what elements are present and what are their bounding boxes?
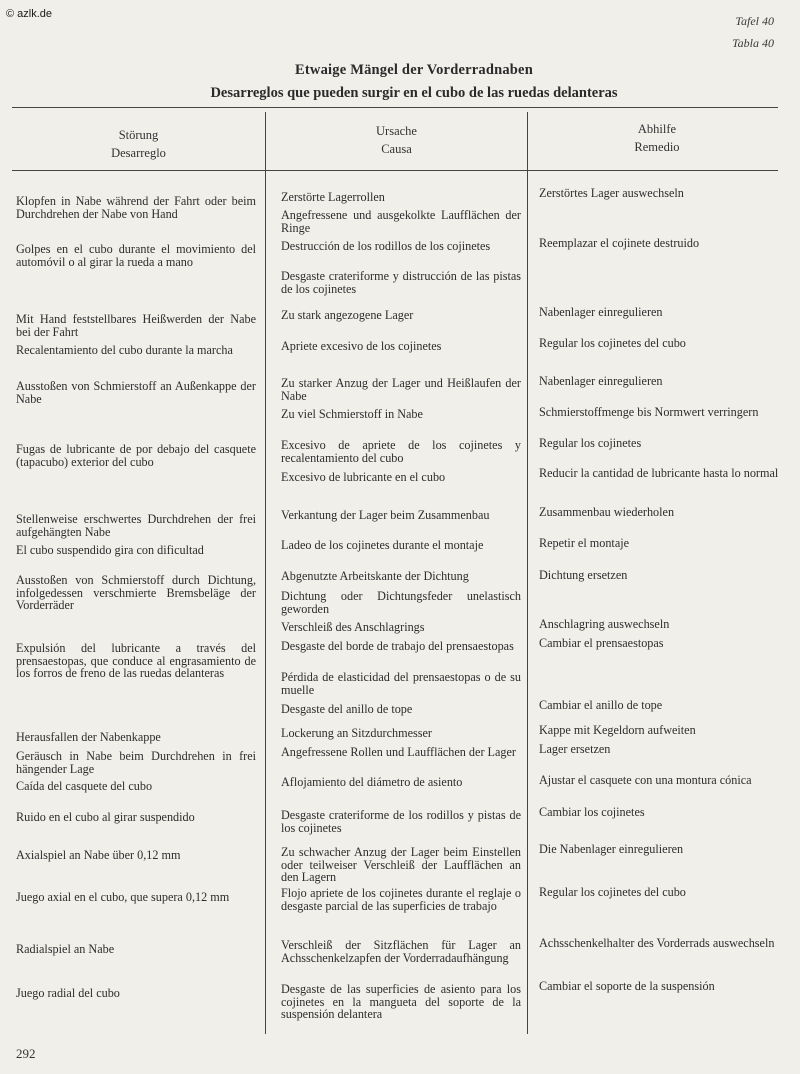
fault-cell: Expulsión del lubricante a través del prensaestopas, que conduce al engrasamiento de los forros de freno de las ruedas delanteras: [16, 641, 256, 681]
fault-cell: Herausfallen der Nabenkappe: [16, 730, 161, 744]
fault-cell: Juego axial en el cubo, que supera 0,12 mm: [16, 890, 230, 904]
header-cause-de: Ursache: [376, 124, 417, 138]
fault-cell: Radialspiel an Nabe: [16, 942, 115, 956]
cause-cell: Verschleiß der Sitzflächen für Lager an Achsschenkelzapfen der Vorderradaufhängung: [281, 938, 521, 965]
header-remedy-es: Remedio: [634, 140, 680, 154]
fault-cell: Ruido en el cubo al girar suspendido: [16, 810, 195, 824]
remedy-cell: Die Nabenlager einregulieren: [539, 842, 684, 856]
remedy-cell: Lager ersetzen: [539, 742, 611, 756]
remedy-cell: Nabenlager einregulieren: [539, 305, 663, 319]
cause-cell: Apriete excesivo de los cojinetes: [281, 339, 442, 353]
remedy-cell: Nabenlager einregulieren: [539, 374, 663, 388]
cause-cell: Zu schwacher Anzug der Lager beim Einstellen oder teilweiser Verschleiß der Laufflächen an den Lagern: [281, 845, 521, 885]
cause-cell: Angefressene Rollen und Laufflächen der Lager: [281, 745, 516, 759]
header-fault-es: Desarreglo: [111, 146, 166, 160]
fault-cell: Fugas de lubricante de por debajo del casquete (tapacubo) exterior del cubo: [16, 442, 256, 469]
remedy-cell: Ajustar el casquete con una montura cónica: [539, 773, 752, 787]
table-number-de: Tafel 40: [735, 14, 774, 28]
cause-cell: Zu stark angezogene Lager: [281, 308, 414, 322]
fault-cell: Stellenweise erschwertes Durchdrehen der frei aufgehängten Nabe: [16, 512, 256, 539]
remedy-cell: Cambiar el prensaestopas: [539, 636, 664, 650]
cause-cell: Desgaste del anillo de tope: [281, 702, 413, 716]
cause-cell: Zu starker Anzug der Lager und Heißlaufen der Nabe: [281, 376, 521, 403]
cause-cell: Abgenutzte Arbeitskante der Dichtung: [281, 569, 469, 583]
column-divider-1: [265, 112, 266, 1034]
remedy-cell: Regular los cojinetes: [539, 436, 642, 450]
cause-cell: Ladeo de los cojinetes durante el montaje: [281, 538, 484, 552]
cause-cell: Lockerung an Sitzdurchmesser: [281, 726, 432, 740]
header-cause-es: Causa: [381, 142, 412, 156]
cause-cell: Aflojamiento del diámetro de asiento: [281, 775, 463, 789]
watermark: © azlk.de: [6, 8, 53, 20]
remedy-cell: Schmierstoffmenge bis Normwert verringern: [539, 405, 759, 419]
remedy-cell: Zusammenbau wiederholen: [539, 505, 675, 519]
header-bottom-rule: [12, 170, 778, 171]
remedy-cell: Kappe mit Kegeldorn aufweiten: [539, 723, 696, 737]
cause-cell: Flojo apriete de los cojinetes durante el reglaje o desgaste parcial de las superficies de trabajo: [281, 886, 521, 913]
fault-cell: Juego radial del cubo: [16, 986, 120, 1000]
table-number: [732, 10, 774, 54]
remedy-cell: Cambiar los cojinetes: [539, 805, 645, 819]
remedy-cell: Reducir la cantidad de lubricante hasta lo normal: [539, 466, 779, 480]
cause-cell: Zerstörte Lagerrollen: [281, 190, 385, 204]
table-top-rule: [12, 107, 778, 108]
cause-cell: Desgaste de las superficies de asiento para los cojinetes en la mangueta del soporte de la suspensión delantera: [281, 982, 521, 1022]
cause-cell: Desgaste del borde de trabajo del prensaestopas: [281, 639, 514, 653]
table-number-es: Tabla 40: [732, 36, 774, 50]
remedy-cell: Regular los cojinetes del cubo: [539, 885, 686, 899]
remedy-cell: Cambiar el anillo de tope: [539, 698, 663, 712]
cause-cell: Desgaste crateriforme y distrucción de las pistas de los cojinetes: [281, 269, 521, 296]
title-german: Etwaige Mängel der Vorderradnaben: [295, 62, 533, 78]
header-fault-de: Störung: [118, 128, 159, 142]
remedy-cell: Reemplazar el cojinete destruido: [539, 236, 700, 250]
fault-cell: Axialspiel an Nabe über 0,12 mm: [16, 848, 181, 862]
fault-cell: Mit Hand feststellbares Heißwerden der Nabe bei der Fahrt: [16, 312, 256, 339]
remedy-cell: Regular los cojinetes del cubo: [539, 336, 686, 350]
remedy-cell: Dichtung ersetzen: [539, 568, 628, 582]
header-remedy: [528, 120, 786, 156]
remedy-cell: Anschlagring auswechseln: [539, 617, 670, 631]
cause-cell: Excesivo de lubricante en el cubo: [281, 470, 446, 484]
column-divider-2: [527, 112, 528, 1034]
cause-cell: Zu viel Schmierstoff in Nabe: [281, 407, 423, 421]
cause-cell: Pérdida de elasticidad del prensaestopas o de su muelle: [281, 670, 521, 697]
remedy-cell: Repetir el montaje: [539, 536, 630, 550]
fault-cell: Klopfen in Nabe während der Fahrt oder beim Durchdrehen der Nabe von Hand: [16, 194, 256, 221]
fault-cell: Caída del casquete del cubo: [16, 779, 153, 793]
header-fault: [12, 126, 265, 162]
fault-cell: Ausstoßen von Schmierstoff durch Dichtung, infolgedessen verschmierte Bremsbeläge der Vorderräder: [16, 573, 256, 613]
remedy-cell: Achsschenkelhalter des Vorderrads auswechseln: [539, 936, 775, 950]
fault-cell: Recalentamiento del cubo durante la marcha: [16, 343, 233, 357]
cause-cell: Verschleiß des Anschlagrings: [281, 620, 425, 634]
fault-cell: Ausstoßen von Schmierstoff an Außenkappe der Nabe: [16, 379, 256, 406]
header-cause: [266, 122, 527, 158]
cause-cell: Destrucción de los rodillos de los cojinetes: [281, 239, 491, 253]
cause-cell: Angefressene und ausgekolkte Laufflächen der Ringe: [281, 208, 521, 235]
cause-cell: Verkantung der Lager beim Zusammenbau: [281, 508, 490, 522]
fault-cell: Golpes en el cubo durante el movimiento del automóvil o al girar la rueda a mano: [16, 242, 256, 269]
remedy-cell: Zerstörtes Lager auswechseln: [539, 186, 684, 200]
cause-cell: Excesivo de apriete de los cojinetes y recalentamiento del cubo: [281, 438, 521, 465]
remedy-cell: Cambiar el soporte de la suspensión: [539, 979, 715, 993]
cause-cell: Dichtung oder Dichtungsfeder unelastisch geworden: [281, 589, 521, 616]
fault-cell: El cubo suspendido gira con dificultad: [16, 543, 204, 557]
title-spanish: Desarreglos que pueden surgir en el cubo de las ruedas delanteras: [210, 85, 618, 101]
page-title: [0, 62, 800, 102]
page-number: 292: [16, 1046, 36, 1061]
fault-cell: Geräusch in Nabe beim Durchdrehen in frei hängender Lage: [16, 749, 256, 776]
header-remedy-de: Abhilfe: [637, 122, 677, 136]
cause-cell: Desgaste crateriforme de los rodillos y pistas de los cojinetes: [281, 808, 521, 835]
